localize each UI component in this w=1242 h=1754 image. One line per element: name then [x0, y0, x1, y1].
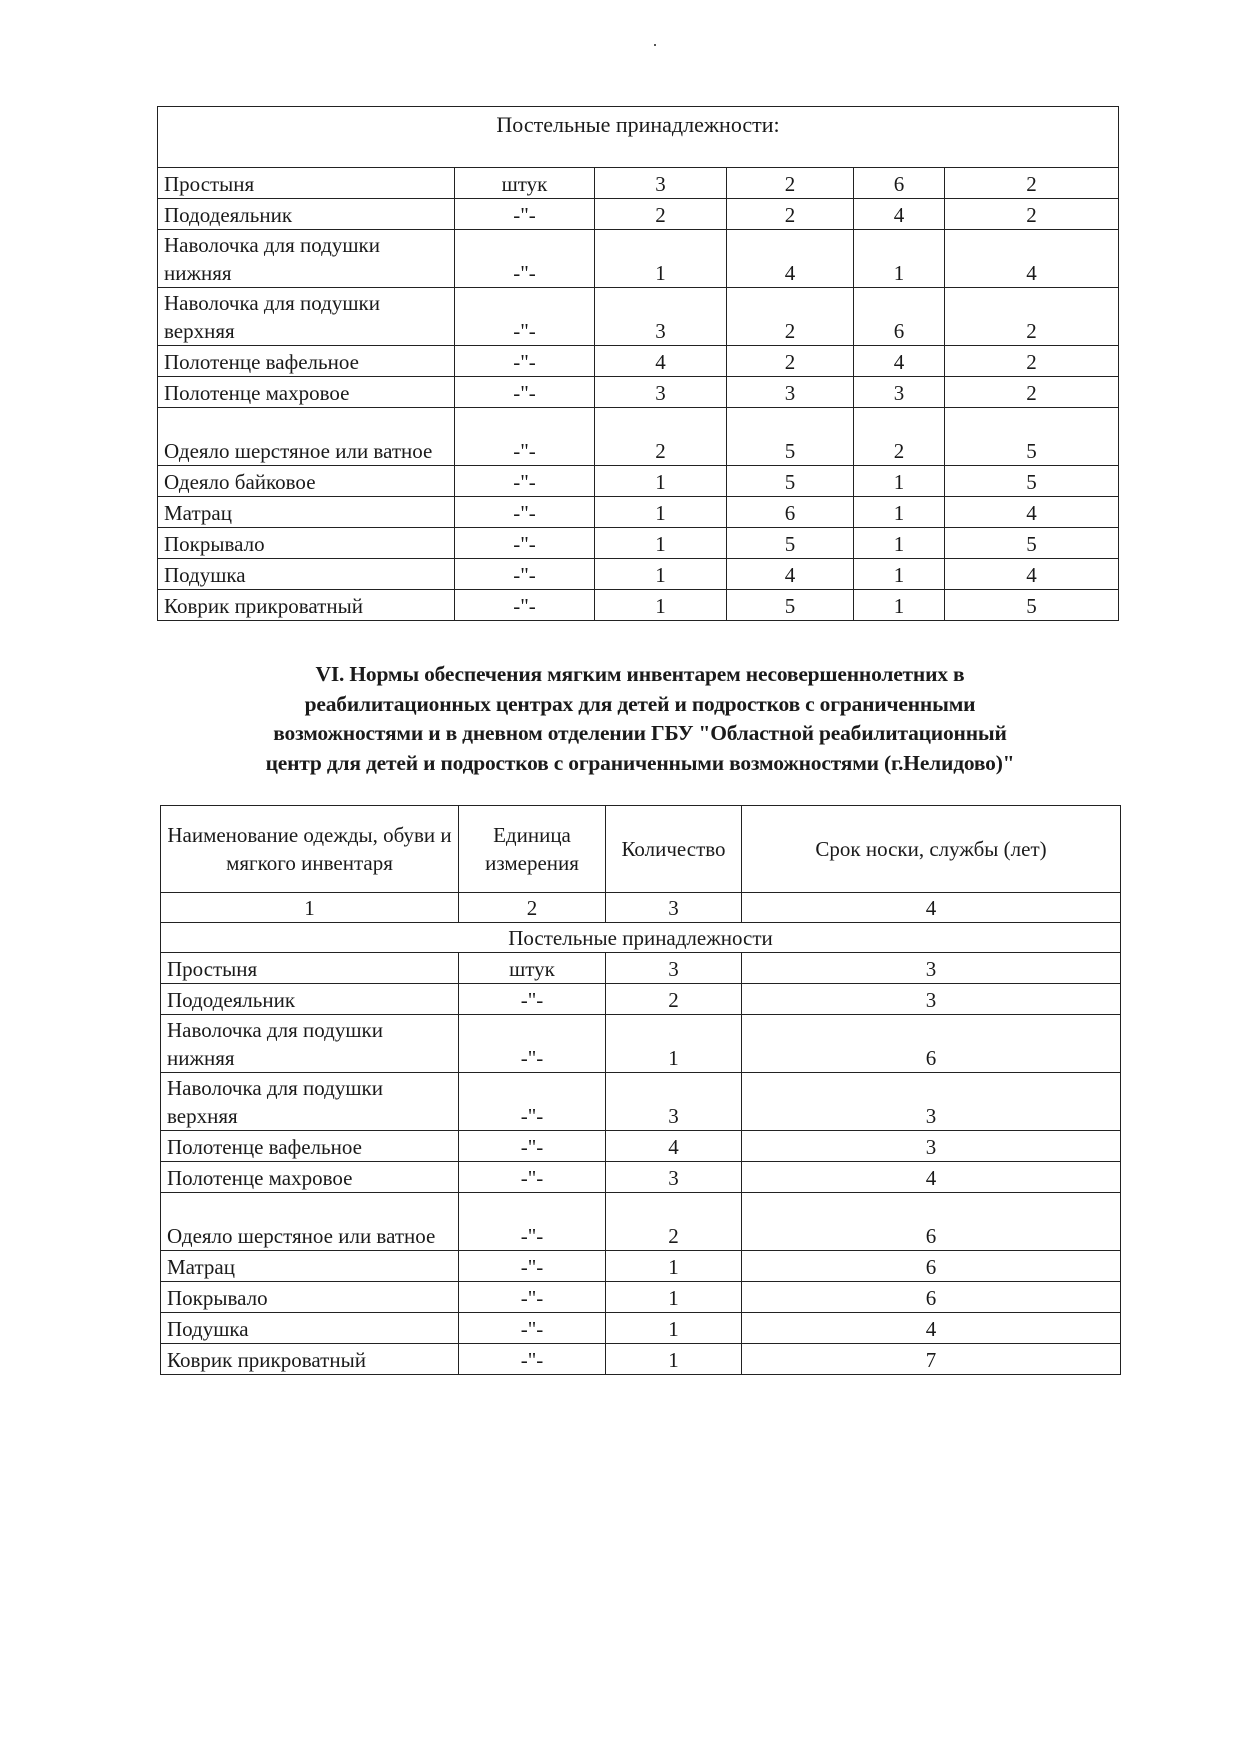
value-cell: 2	[727, 168, 854, 199]
item-name: Подушка	[158, 559, 455, 590]
table-row	[161, 1313, 1121, 1344]
term-cell: 3	[742, 1131, 1121, 1162]
item-name: Полотенце махровое	[158, 377, 455, 408]
header-unit: Единица измерения	[459, 806, 606, 893]
table-row	[158, 346, 1119, 377]
item-name: Простыня	[161, 953, 459, 984]
unit-cell: -"-	[455, 230, 595, 288]
item-name: Наволочка для подушки нижняя	[161, 1015, 459, 1073]
unit-cell: -"-	[455, 377, 595, 408]
unit-cell: -"-	[459, 1131, 606, 1162]
unit-cell: -"-	[455, 497, 595, 528]
value-cell: 4	[854, 346, 945, 377]
qty-cell: 1	[606, 1015, 742, 1073]
value-cell: 2	[945, 346, 1119, 377]
value-cell: 5	[727, 408, 854, 466]
value-cell: 1	[854, 230, 945, 288]
table-row	[161, 1131, 1121, 1162]
unit-cell: -"-	[459, 1015, 606, 1073]
value-cell: 2	[945, 288, 1119, 346]
header-term: Срок носки, службы (лет)	[742, 806, 1121, 893]
header-qty: Количество	[606, 806, 742, 893]
section-heading	[160, 660, 1120, 778]
item-name: Коврик прикроватный	[161, 1344, 459, 1375]
value-cell: 5	[945, 528, 1119, 559]
column-number-row	[161, 893, 1121, 923]
section-title: Постельные принадлежности	[161, 923, 1121, 953]
value-cell: 3	[595, 288, 727, 346]
section-heading-line: возможностями и в дневном отделении ГБУ "Областной реабилитационный	[273, 721, 1007, 745]
value-cell: 5	[727, 590, 854, 621]
unit-cell: -"-	[455, 199, 595, 230]
qty-cell: 1	[606, 1344, 742, 1375]
table-row	[158, 497, 1119, 528]
unit-cell: -"-	[459, 1073, 606, 1131]
section-row	[158, 107, 1119, 168]
value-cell: 1	[854, 559, 945, 590]
value-cell: 6	[854, 288, 945, 346]
term-cell: 4	[742, 1162, 1121, 1193]
value-cell: 1	[595, 590, 727, 621]
qty-cell: 3	[606, 953, 742, 984]
value-cell: 4	[945, 230, 1119, 288]
qty-cell: 2	[606, 1193, 742, 1251]
unit-cell: -"-	[455, 559, 595, 590]
unit-cell: -"-	[455, 466, 595, 497]
value-cell: 3	[727, 377, 854, 408]
unit-cell: -"-	[455, 590, 595, 621]
unit-cell: -"-	[459, 1251, 606, 1282]
value-cell: 2	[945, 168, 1119, 199]
item-name: Наволочка для подушки верхняя	[161, 1073, 459, 1131]
unit-cell: -"-	[459, 1162, 606, 1193]
value-cell: 2	[727, 288, 854, 346]
qty-cell: 1	[606, 1282, 742, 1313]
table-row	[161, 1162, 1121, 1193]
column-number: 4	[742, 893, 1121, 923]
table-row	[158, 199, 1119, 230]
table-row	[161, 1015, 1121, 1073]
value-cell: 3	[595, 377, 727, 408]
value-cell: 1	[854, 590, 945, 621]
value-cell: 5	[945, 466, 1119, 497]
table-row	[158, 559, 1119, 590]
item-name: Покрывало	[158, 528, 455, 559]
section-title: Постельные принадлежности:	[158, 107, 1119, 168]
table-row	[158, 528, 1119, 559]
section-heading-line: VI. Нормы обеспечения мягким инвентарем несовершеннолетних в	[315, 662, 965, 686]
section-row	[161, 923, 1121, 953]
column-number: 3	[606, 893, 742, 923]
top-norms-table	[157, 106, 1119, 621]
value-cell: 2	[595, 408, 727, 466]
qty-cell: 4	[606, 1131, 742, 1162]
unit-cell: -"-	[459, 1313, 606, 1344]
top-table-body	[158, 107, 1119, 621]
value-cell: 4	[854, 199, 945, 230]
table-row	[158, 466, 1119, 497]
value-cell: 5	[727, 466, 854, 497]
section-heading-line: центр для детей и подростков с ограниченными возможностями (г.Нелидово)"	[265, 750, 1015, 775]
value-cell: 1	[854, 497, 945, 528]
unit-cell: -"-	[459, 984, 606, 1015]
item-name: Наволочка для подушки нижняя	[158, 230, 455, 288]
term-cell: 3	[742, 984, 1121, 1015]
term-cell: 4	[742, 1313, 1121, 1344]
value-cell: 1	[854, 466, 945, 497]
value-cell: 5	[945, 590, 1119, 621]
header-name: Наименование одежды, обуви и мягкого инвентаря	[161, 806, 459, 893]
value-cell: 3	[854, 377, 945, 408]
value-cell: 2	[854, 408, 945, 466]
table-row	[158, 408, 1119, 466]
table-row	[158, 377, 1119, 408]
item-name: Коврик прикроватный	[158, 590, 455, 621]
value-cell: 6	[854, 168, 945, 199]
value-cell: 2	[727, 346, 854, 377]
table-row	[158, 230, 1119, 288]
value-cell: 2	[945, 377, 1119, 408]
item-name: Одеяло шерстяное или ватное	[158, 408, 455, 466]
term-cell: 6	[742, 1015, 1121, 1073]
table-row	[158, 168, 1119, 199]
item-name: Простыня	[158, 168, 455, 199]
item-name: Матрац	[161, 1251, 459, 1282]
table-row	[161, 1282, 1121, 1313]
item-name: Подушка	[161, 1313, 459, 1344]
value-cell: 2	[945, 199, 1119, 230]
qty-cell: 3	[606, 1073, 742, 1131]
value-cell: 3	[595, 168, 727, 199]
item-name: Одеяло байковое	[158, 466, 455, 497]
qty-cell: 1	[606, 1251, 742, 1282]
unit-cell: -"-	[459, 1344, 606, 1375]
value-cell: 4	[727, 230, 854, 288]
term-cell: 7	[742, 1344, 1121, 1375]
item-name: Матрац	[158, 497, 455, 528]
scan-speck	[654, 44, 656, 46]
unit-cell: -"-	[455, 288, 595, 346]
value-cell: 4	[945, 497, 1119, 528]
value-cell: 2	[727, 199, 854, 230]
term-cell: 3	[742, 1073, 1121, 1131]
qty-cell: 1	[606, 1313, 742, 1344]
value-cell: 1	[595, 497, 727, 528]
bottom-norms-table	[160, 805, 1121, 1375]
term-cell: 3	[742, 953, 1121, 984]
table-row	[161, 1251, 1121, 1282]
term-cell: 6	[742, 1251, 1121, 1282]
unit-cell: -"-	[455, 528, 595, 559]
unit-cell: штук	[459, 953, 606, 984]
value-cell: 1	[595, 559, 727, 590]
table-row	[158, 590, 1119, 621]
item-name: Полотенце вафельное	[158, 346, 455, 377]
unit-cell: -"-	[459, 1282, 606, 1313]
item-name: Одеяло шерстяное или ватное	[161, 1193, 459, 1251]
value-cell: 2	[595, 199, 727, 230]
value-cell: 5	[945, 408, 1119, 466]
value-cell: 1	[595, 528, 727, 559]
header-row	[161, 806, 1121, 893]
value-cell: 6	[727, 497, 854, 528]
unit-cell: штук	[455, 168, 595, 199]
item-name: Покрывало	[161, 1282, 459, 1313]
item-name: Полотенце махровое	[161, 1162, 459, 1193]
item-name: Пододеяльник	[161, 984, 459, 1015]
bottom-table-body	[161, 806, 1121, 1375]
value-cell: 5	[727, 528, 854, 559]
value-cell: 1	[595, 466, 727, 497]
item-name: Пододеяльник	[158, 199, 455, 230]
table-row	[158, 288, 1119, 346]
unit-cell: -"-	[459, 1193, 606, 1251]
value-cell: 1	[854, 528, 945, 559]
table-row	[161, 1073, 1121, 1131]
qty-cell: 3	[606, 1162, 742, 1193]
term-cell: 6	[742, 1282, 1121, 1313]
item-name: Наволочка для подушки верхняя	[158, 288, 455, 346]
section-heading-line: реабилитационных центрах для детей и подростков с ограниченными	[304, 691, 976, 716]
value-cell: 1	[595, 230, 727, 288]
unit-cell: -"-	[455, 346, 595, 377]
column-number: 1	[161, 893, 459, 923]
table-row	[161, 1344, 1121, 1375]
table-row	[161, 1193, 1121, 1251]
value-cell: 4	[595, 346, 727, 377]
value-cell: 4	[945, 559, 1119, 590]
table-row	[161, 953, 1121, 984]
term-cell: 6	[742, 1193, 1121, 1251]
table-row	[161, 984, 1121, 1015]
qty-cell: 2	[606, 984, 742, 1015]
value-cell: 4	[727, 559, 854, 590]
item-name: Полотенце вафельное	[161, 1131, 459, 1162]
column-number: 2	[459, 893, 606, 923]
unit-cell: -"-	[455, 408, 595, 466]
